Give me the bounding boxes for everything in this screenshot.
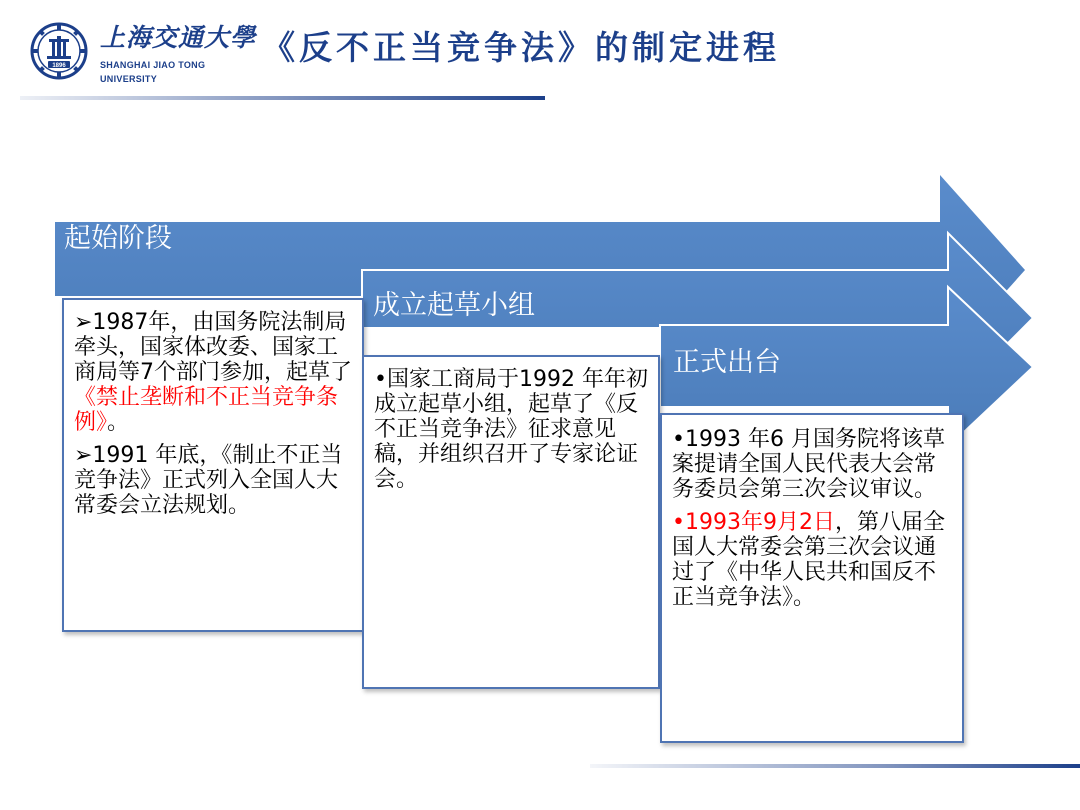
stage-2-label: 成立起草小组 — [373, 290, 535, 321]
university-name-en: SHANGHAI JIAO TONG UNIVERSITY — [100, 60, 206, 84]
stage-1-box — [62, 298, 364, 632]
stage-1-paragraph-2: ➢1991 年底，《制止不正当竞争法》正式列入全国人大常委会立法规划。 — [74, 443, 343, 518]
stage-3-label: 正式出台 — [673, 347, 781, 378]
stage-3-paragraph-1: •1993 年6 月国务院将该草案提请全国人民代表大会常务委员会第三次会议审议。 — [672, 427, 945, 502]
stage-1-paragraph-1: ➢1987年，由国务院法制局牵头，国家体改委、国家工商局等7个部门参加，起草了《禁止垄断和不正当竞争条例》。 — [74, 310, 352, 435]
university-name-cn: 上海交通大學 — [100, 23, 257, 52]
stage-3-box — [660, 413, 964, 743]
stage-1-label: 起始阶段 — [64, 223, 172, 254]
stage-2-paragraph-1: •国家工商局于1992 年年初成立起草小组，起草了《反不正当竞争法》征求意见稿，并组织召开了专家论证会。 — [374, 367, 648, 492]
svg-text:1896: 1896 — [52, 63, 66, 69]
footer-rule — [590, 764, 1080, 768]
stage-2-box — [362, 355, 660, 689]
stage-3-paragraph-2: •1993年9月2日，第八届全国人大常委会第三次会议通过了《中华人民共和国反不正当竞争法》。 — [672, 510, 945, 610]
slide-title: 《反不正当竞争法》的制定进程 — [262, 28, 780, 67]
